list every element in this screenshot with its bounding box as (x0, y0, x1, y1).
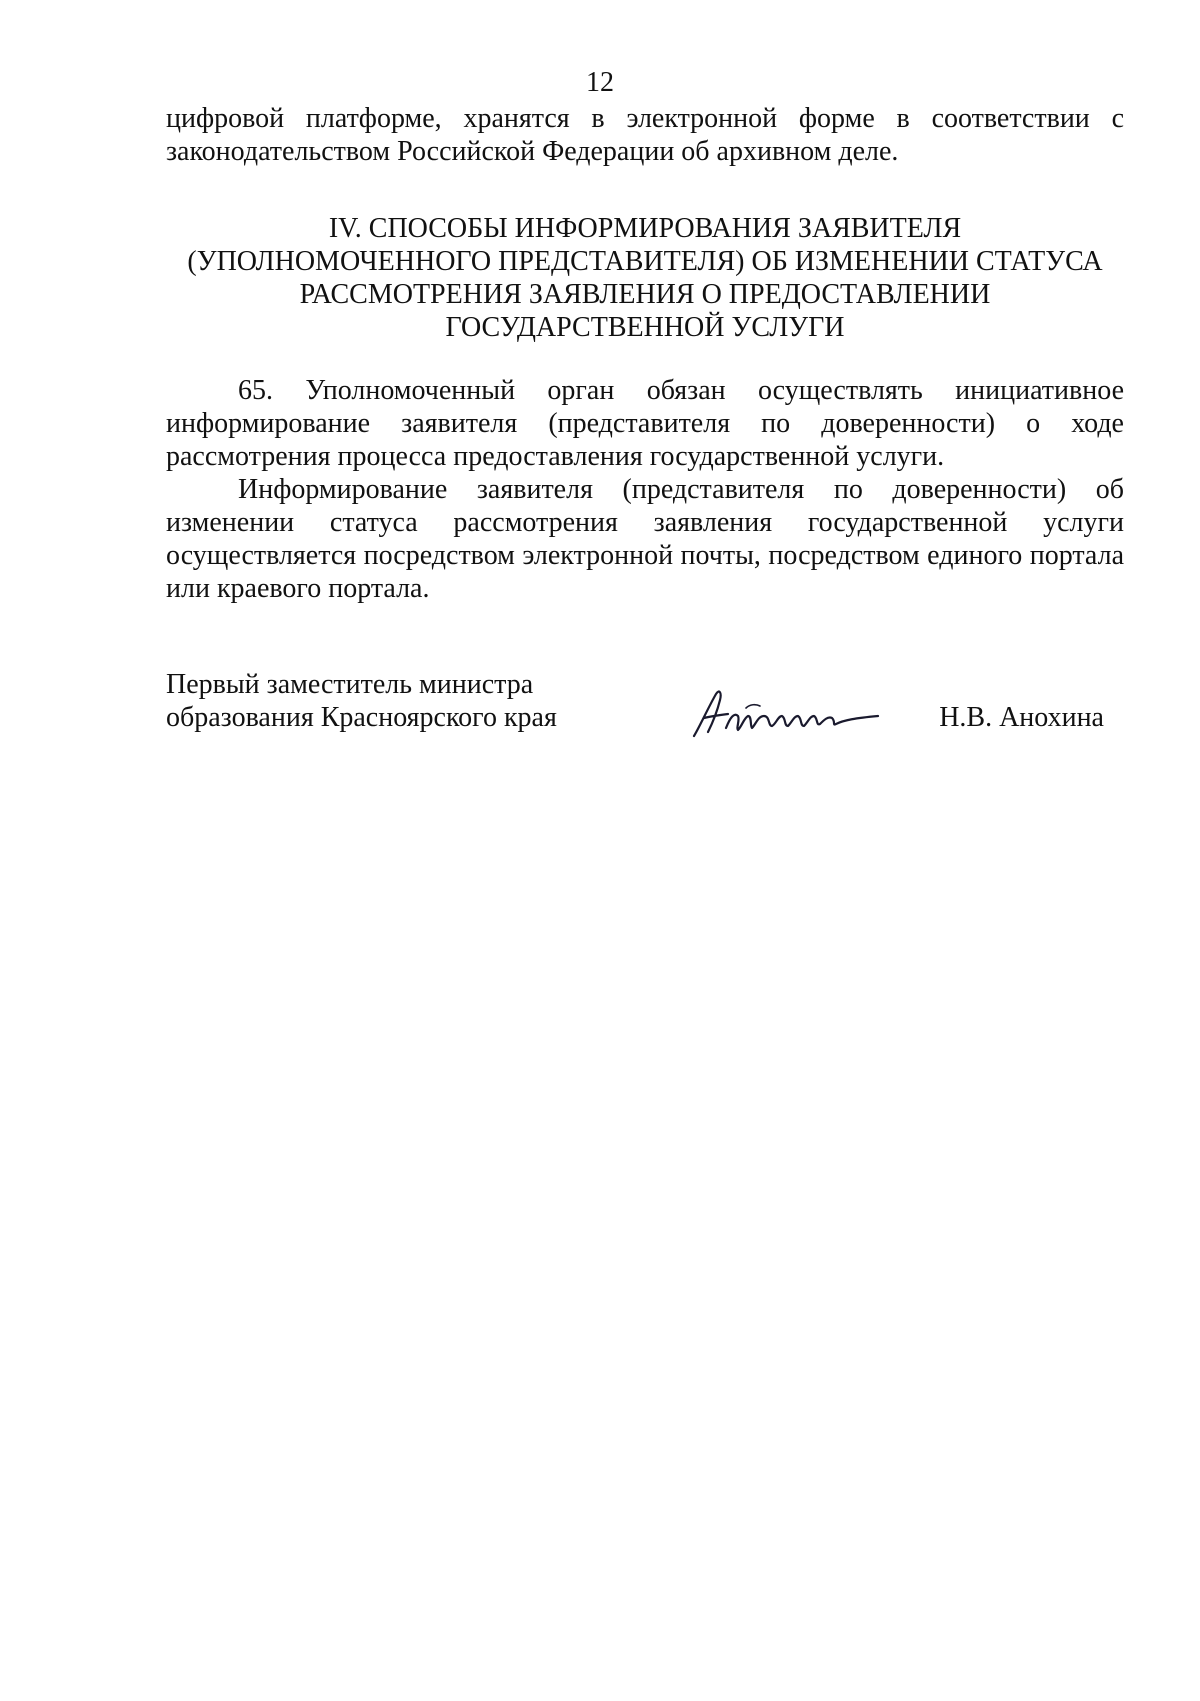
signer-title (166, 668, 557, 734)
heading-line: ГОСУДАРСТВЕННОЙ УСЛУГИ (445, 312, 845, 343)
paragraph-65: 65. Уполномоченный орган обязан осуществлять инициативное информирование заявителя (представителя по доверенности) о ходе рассмотрения процесса предоставления государственной услуги. (166, 375, 1124, 472)
paragraph-informing: Информирование заявителя (представителя по доверенности) об изменении статуса рассмотрения заявления государственной услуги осуществляется посредством электронной почты, посредством единого портала или краевого портала. (166, 474, 1124, 604)
heading-line: РАССМОТРЕНИЯ ЗАЯВЛЕНИЯ О ПРЕДОСТАВЛЕНИИ (299, 279, 991, 310)
signer-title-line: образования Красноярского края (166, 702, 557, 733)
section-heading (166, 212, 1124, 344)
signature-block (166, 668, 1124, 748)
handwritten-signature (686, 678, 886, 748)
intro-paragraph: цифровой платформе, хранятся в электронной форме в соответствии с законодательством Российской Федерации об архивном деле. (166, 103, 1124, 167)
signer-title-line: Первый заместитель министра (166, 669, 534, 700)
intro-block (166, 102, 1124, 168)
heading-line: IV. СПОСОБЫ ИНФОРМИРОВАНИЯ ЗАЯВИТЕЛЯ (328, 213, 962, 244)
heading-line: (УПОЛНОМОЧЕННОГО ПРЕДСТАВИТЕЛЯ) ОБ ИЗМЕНЕНИИ СТАТУСА (187, 246, 1103, 277)
signer-name: Н.В. Анохина (939, 702, 1104, 733)
body-block (166, 374, 1124, 605)
page-number: 12 (586, 67, 614, 98)
